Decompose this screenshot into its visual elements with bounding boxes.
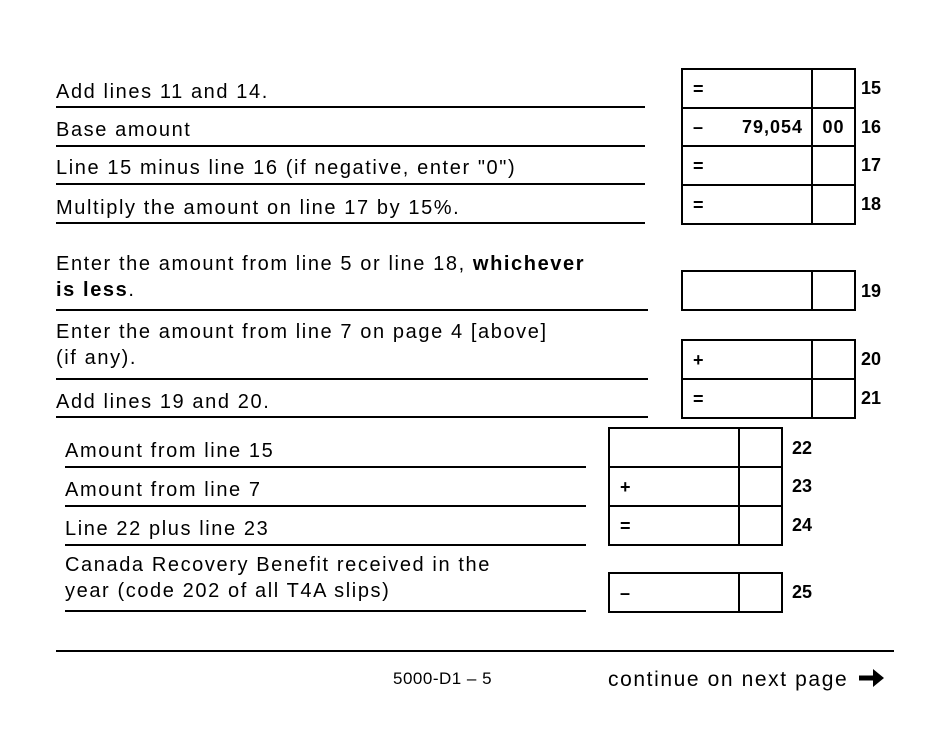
line-19-amount-box[interactable]	[681, 270, 856, 311]
arrow-right-icon	[858, 667, 886, 695]
line-24-number: 24	[792, 515, 813, 535]
line-20-label-line-1: Enter the amount from line 7 on page 4 [above]	[56, 321, 548, 343]
line-19-number: 19	[861, 281, 882, 301]
line-24-cents-field[interactable]	[740, 507, 781, 544]
line-20-amount-box[interactable]	[681, 339, 856, 380]
line-18-number: 18	[861, 194, 882, 214]
line-16-number: 16	[861, 117, 882, 137]
line-15-label: Add lines 11 and 14.	[56, 81, 269, 103]
line-23-label: Amount from line 7	[65, 479, 262, 501]
line-19-dollars-field[interactable]	[683, 272, 813, 309]
line-17-operator: =	[693, 156, 704, 176]
form-code: 5000-D1 – 5	[393, 669, 493, 688]
line-19-label-period: .	[128, 279, 136, 301]
line-16-cents-field	[813, 109, 854, 145]
line-23-amount-box[interactable]	[608, 466, 783, 507]
line-19-cents-field[interactable]	[813, 272, 854, 309]
line-25-underline	[65, 610, 586, 612]
line-24-dollars-field[interactable]	[610, 507, 740, 544]
line-25-cents-field[interactable]	[740, 574, 781, 611]
line-17-dollars-field[interactable]	[683, 147, 813, 184]
line-22-underline	[65, 466, 586, 468]
line-25-label-line-1: Canada Recovery Benefit received in the	[65, 554, 491, 576]
line-16-underline	[56, 145, 645, 147]
footer-rule	[56, 650, 894, 652]
line-24-operator: =	[620, 516, 631, 536]
line-23-number: 23	[792, 476, 813, 496]
line-19-label-emphasis-2: is less	[56, 279, 129, 301]
line-23-operator: +	[620, 477, 631, 497]
line-16-dollars-field	[683, 109, 813, 145]
line-18-amount-box[interactable]	[681, 184, 856, 225]
line-16-base-amount-value: 79,054	[741, 117, 803, 137]
line-21-dollars-field[interactable]	[683, 380, 813, 417]
line-21-number: 21	[861, 388, 882, 408]
line-20-label	[56, 319, 548, 371]
line-18-operator: =	[693, 195, 704, 215]
line-25-dollars-field[interactable]	[610, 574, 740, 611]
continue-text: continue on next page	[608, 668, 849, 691]
line-25-label	[65, 552, 491, 604]
line-22-dollars-field[interactable]	[610, 429, 740, 466]
line-17-cents-field[interactable]	[813, 147, 854, 184]
line-25-label-line-2: year (code 202 of all T4A slips)	[65, 580, 391, 602]
line-23-dollars-field[interactable]	[610, 468, 740, 505]
line-15-dollars-field[interactable]	[683, 70, 813, 107]
line-19-label-emphasis-1: whichever	[472, 253, 586, 275]
line-22-number: 22	[792, 438, 813, 458]
line-21-label: Add lines 19 and 20.	[56, 391, 271, 413]
line-15-cents-field[interactable]	[813, 70, 854, 107]
line-15-underline	[56, 106, 645, 108]
line-16-label: Base amount	[56, 119, 192, 141]
line-21-operator: =	[693, 389, 704, 409]
line-17-amount-box[interactable]	[681, 145, 856, 186]
line-21-underline	[56, 416, 648, 418]
line-20-cents-field[interactable]	[813, 341, 854, 378]
line-24-label: Line 22 plus line 23	[65, 518, 270, 540]
line-20-operator: +	[693, 350, 704, 370]
line-20-label-line-2: (if any).	[56, 347, 138, 369]
line-18-dollars-field[interactable]	[683, 186, 813, 223]
line-23-underline	[65, 505, 586, 507]
line-25-number: 25	[792, 582, 813, 602]
line-21-amount-box[interactable]	[681, 378, 856, 419]
line-23-cents-field[interactable]	[740, 468, 781, 505]
line-25-amount-box[interactable]	[608, 572, 783, 613]
line-19-underline	[56, 309, 648, 311]
line-15-number: 15	[861, 78, 882, 98]
line-17-label: Line 15 minus line 16 (if negative, enter "0")	[56, 157, 517, 179]
line-18-label: Multiply the amount on line 17 by 15%.	[56, 197, 461, 219]
line-20-number: 20	[861, 349, 882, 369]
line-17-underline	[56, 183, 645, 185]
line-22-cents-field[interactable]	[740, 429, 781, 466]
line-15-operator: =	[693, 79, 704, 99]
line-19-label-text: Enter the amount from line 5 or line 18,	[56, 253, 473, 275]
line-17-number: 17	[861, 155, 882, 175]
line-18-cents-field[interactable]	[813, 186, 854, 223]
continue-next-page-link[interactable]	[608, 667, 886, 695]
line-22-amount-box[interactable]	[608, 427, 783, 468]
line-16-operator: –	[693, 117, 704, 137]
line-20-underline	[56, 378, 648, 380]
line-24-underline	[65, 544, 586, 546]
line-24-amount-box[interactable]	[608, 505, 783, 546]
line-25-operator: –	[620, 583, 631, 603]
line-21-cents-field[interactable]	[813, 380, 854, 417]
line-19-label	[56, 251, 585, 303]
line-18-underline	[56, 222, 645, 224]
line-20-dollars-field[interactable]	[683, 341, 813, 378]
line-22-label: Amount from line 15	[65, 440, 275, 462]
line-15-amount-box[interactable]	[681, 68, 856, 109]
line-16-cents-value: 00	[822, 117, 845, 137]
line-16-amount-box	[681, 107, 856, 147]
